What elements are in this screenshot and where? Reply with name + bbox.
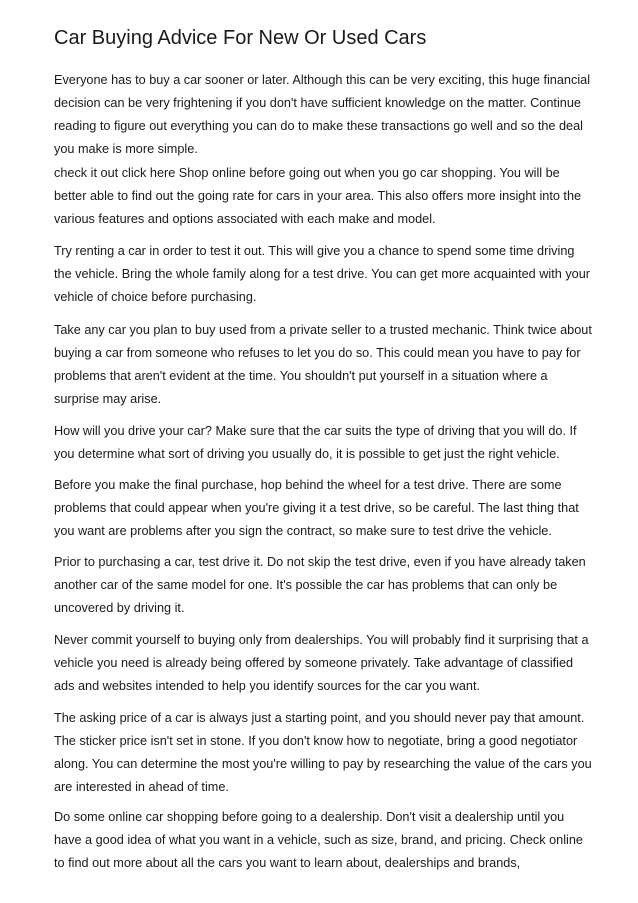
page-title: Car Buying Advice For New Or Used Cars <box>54 27 427 49</box>
paragraph-online-shopping: Do some online car shopping before going to a dealership. Don't visit a dealership until you have a good idea of what you want in a vehicle, such as size, brand, and pricing. Check online to find out more about all the cars you want to learn about, dealerships and brands, <box>54 810 583 871</box>
paragraph-driving-type: How will you drive your car? Make sure that the car suits the type of driving that you will do. If you determine what sort of driving you usually do, it is possible to get just the right vehicle. <box>54 424 577 462</box>
paragraph-test-drive: Prior to purchasing a car, test drive it. Do not skip the test drive, even if you have already taken another car of the same model for one. It's possible the car has problems that can only be uncovered by driving it. <box>54 555 586 616</box>
paragraph-shop-online: check it out click here Shop online before going out when you go car shopping. You will be better able to find out the going rate for cars in your area. This also offers more insight into the various features and options associated with each make and model. <box>54 166 582 227</box>
paragraph-intro: Everyone has to buy a car sooner or later. Although this can be very exciting, this huge financial decision can be very frightening if you don't have sufficient knowledge on the matter. Continue reading to figure out everything you can do to make these transactions go well and so the deal you make is more simple. <box>54 73 591 157</box>
paragraph-renting: Try renting a car in order to test it out. This will give you a chance to spend some time driving the vehicle. Bring the whole family along for a test drive. You can get more acquainted with your vehicle of choice before purchasing. <box>54 244 591 305</box>
paragraph-asking-price: The asking price of a car is always just a starting point, and you should never pay that amount. The sticker price isn't set in stone. If you don't know how to negotiate, bring a good negotiator along. You can determine the most you're willing to pay by researching the value of the cars you are interested in ahead of time. <box>54 711 592 795</box>
paragraph-final-purchase: Before you make the final purchase, hop behind the wheel for a test drive. There are some problems that could appear when you're giving it a test drive, so be careful. The last thing that you want are problems after you sign the contract, so make sure to test drive the vehicle. <box>54 478 579 539</box>
paragraph-dealerships: Never commit yourself to buying only from dealerships. You will probably find it surprising that a vehicle you need is already being offered by someone privately. Take advantage of classified ads and websites intended to help you identify sources for the car you want. <box>54 633 589 694</box>
paragraph-mechanic: Take any car you plan to buy used from a private seller to a trusted mechanic. Think twice about buying a car from someone who refuses to let you do so. This could mean you have to pay for problems that aren't evident at the time. You shouldn't put yourself in a situation where a surprise may arise. <box>54 323 592 407</box>
